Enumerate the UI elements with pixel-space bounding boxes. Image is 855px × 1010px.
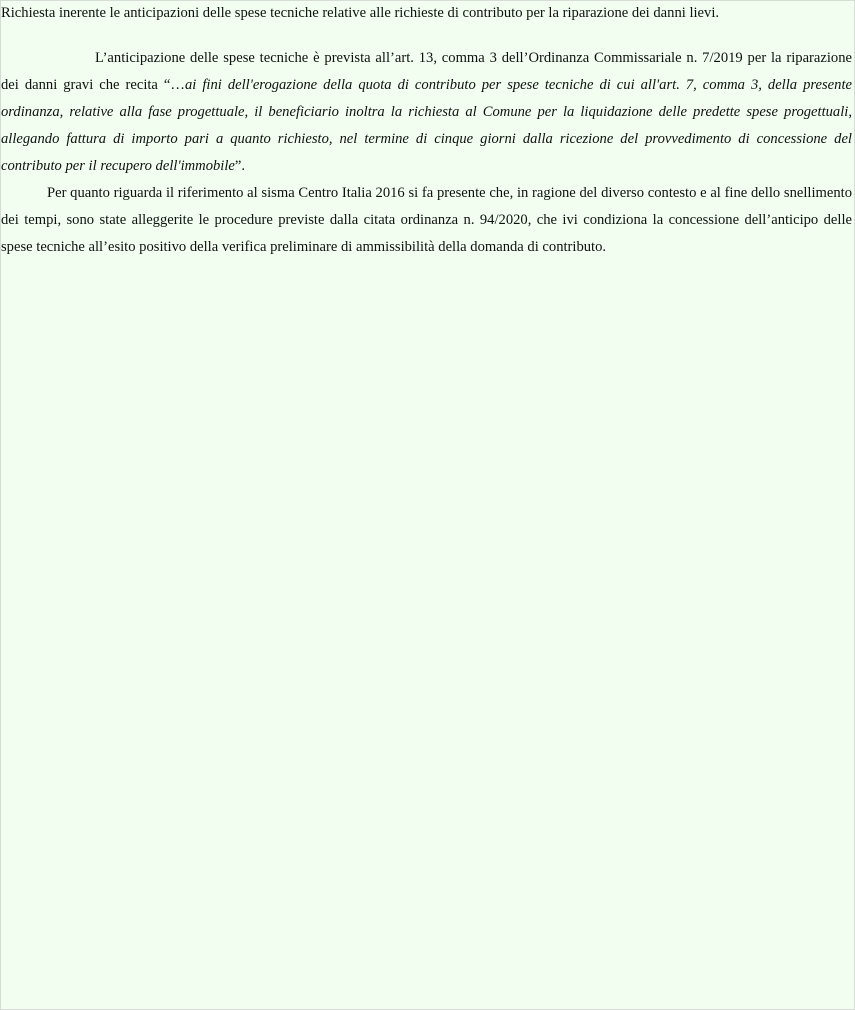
paragraph-art13-intro: L’anticipazione delle spese tecniche è prevista all’art. 13, comma 3 dell’Ordinanza Commissariale n. 7/2019 per la riparazione dei danni gravi che recita “… — [1, 50, 852, 93]
paragraph-art13 — [1, 45, 854, 180]
paragraph-art13-closing: ”. — [234, 158, 246, 174]
paragraph-sisma-2016: Per quanto riguarda il riferimento al sisma Centro Italia 2016 si fa presente che, in ragione del diverso contesto e al fine dello snellimento dei tempi, sono state alleggerite le procedure previste dalla citata ordinanza n. 94/2020, che ivi condiziona la concessione dell’anticipo delle spese tecniche all’esito positivo della verifica preliminare di ammissibilità della domanda di contributo. — [1, 185, 852, 255]
paragraph-art13-quote: ai fini dell'erogazione della quota di contributo per spese tecniche di cui all'art. 7, comma 3, della presente ordinanza, relative alla fase progettuale, il beneficiario inoltra la richiesta al Comune per la liquidazione delle predette spese progettuali, allegando fattura di importo pari a quanto richiesto, nel termine di cinque giorni dalla ricezione del provvedimento di concessione del contributo per il recupero dell'immobile — [1, 77, 852, 174]
document-subject: Richiesta inerente le anticipazioni delle spese tecniche relative alle richieste di contributo per la riparazione dei danni lievi. — [1, 5, 720, 21]
